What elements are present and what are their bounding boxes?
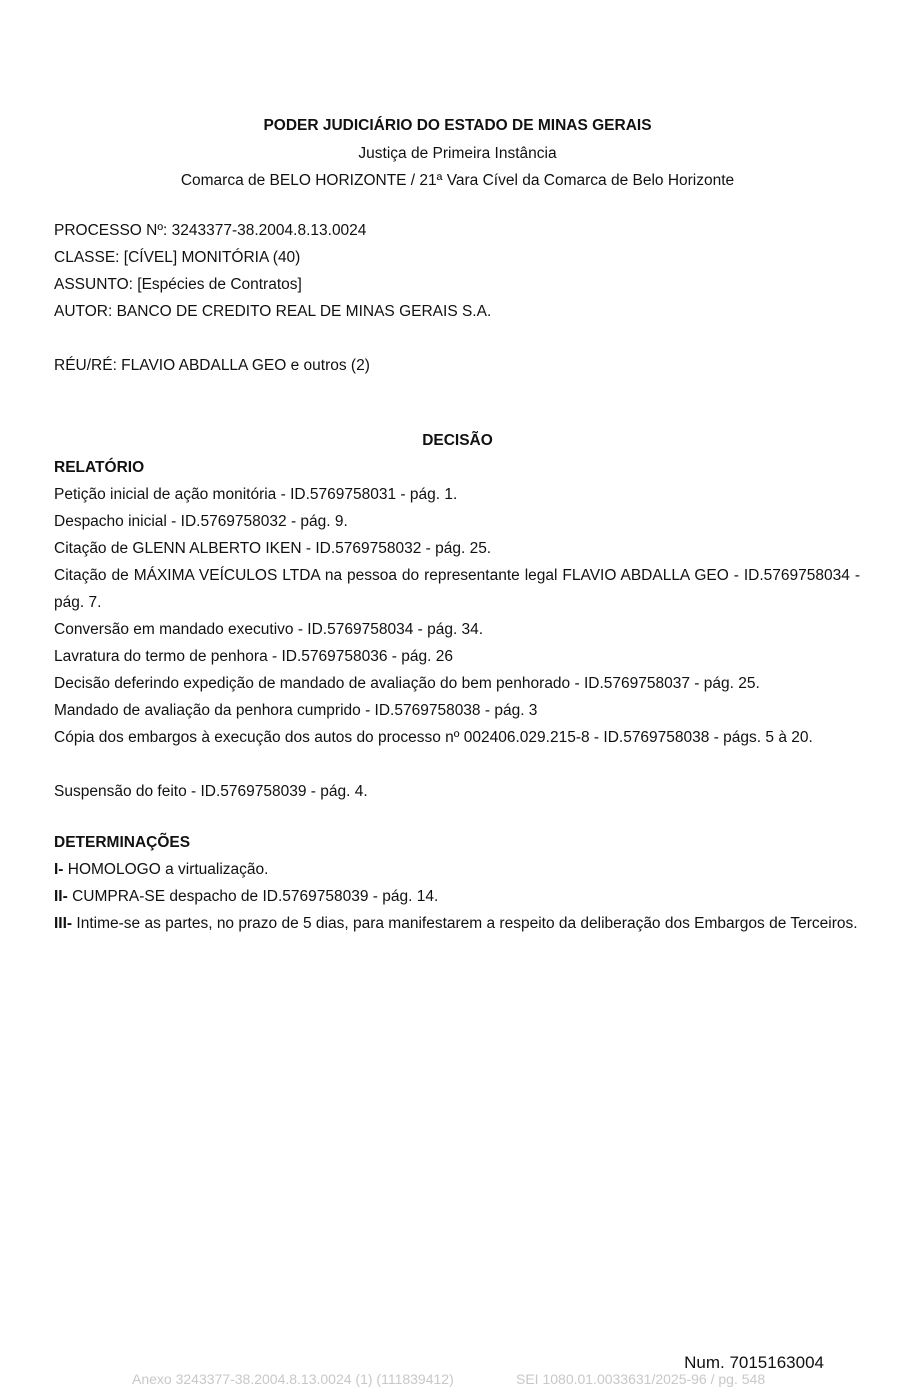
footer-annex: Anexo 3243377-38.2004.8.13.0024 (1) (111839412) — [132, 1371, 454, 1387]
relatorio-item: Suspensão do feito - ID.5769758039 - pág. 4. — [54, 783, 368, 800]
relatorio-item: Mandado de avaliação da penhora cumprido - ID.5769758038 - pág. 3 — [54, 702, 538, 719]
determinacao-item — [54, 888, 860, 906]
relatorio-item: Citação de MÁXIMA VEÍCULOS LTDA na pessoa do representante legal FLAVIO ABDALLA GEO - ID.5769758034 - pág. 7. — [54, 567, 860, 611]
court-title: PODER JUDICIÁRIO DO ESTADO DE MINAS GERAIS — [263, 117, 652, 134]
determinacao-text: HOMOLOGO a virtualização. — [63, 861, 269, 878]
relatorio-item: Conversão em mandado executivo - ID.5769758034 - pág. 34. — [54, 621, 484, 638]
determinacoes-heading: DETERMINAÇÕES — [54, 834, 191, 851]
determinacao-item — [54, 861, 860, 879]
decision-title: DECISÃO — [422, 432, 493, 449]
relatorio-item: Petição inicial de ação monitória - ID.5769758031 - pág. 1. — [54, 486, 458, 503]
determinacao-text: CUMPRA-SE despacho de ID.5769758039 - pág. 14. — [67, 888, 439, 905]
relatorio-item: Citação de GLENN ALBERTO IKEN - ID.5769758032 - pág. 25. — [54, 540, 492, 557]
relatorio-heading: RELATÓRIO — [54, 459, 145, 476]
document-number: Num. 7015163004 — [684, 1353, 824, 1372]
case-processo: PROCESSO Nº: 3243377-38.2004.8.13.0024 — [54, 222, 367, 239]
relatorio-item: Despacho inicial - ID.5769758032 - pág. 9. — [54, 513, 348, 530]
case-reu: RÉU/RÉ: FLAVIO ABDALLA GEO e outros (2) — [54, 357, 370, 374]
case-autor: AUTOR: BANCO DE CREDITO REAL DE MINAS GERAIS S.A. — [54, 303, 492, 320]
case-classe: CLASSE: [CÍVEL] MONITÓRIA (40) — [54, 249, 301, 266]
determinacao-text: Intime-se as partes, no prazo de 5 dias, para manifestarem a respeito da deliberação dos Embargos de Terceiros. — [72, 915, 858, 932]
determinacao-item — [54, 910, 860, 937]
determinacao-label: I- — [54, 861, 64, 878]
footer-sei: SEI 1080.01.0033631/2025-96 / pg. 548 — [516, 1371, 766, 1387]
determinacao-label: II- — [54, 888, 68, 905]
case-assunto: ASSUNTO: [Espécies de Contratos] — [54, 276, 302, 293]
court-instance: Justiça de Primeira Instância — [358, 145, 557, 162]
court-district: Comarca de BELO HORIZONTE / 21ª Vara Cível da Comarca de Belo Horizonte — [180, 172, 735, 189]
relatorio-item: Cópia dos embargos à execução dos autos do processo nº 002406.029.215-8 - ID.5769758038 - págs. 5 à 20. — [54, 729, 813, 746]
determinacao-label: III- — [54, 915, 73, 932]
relatorio-item: Decisão deferindo expedição de mandado de avaliação do bem penhorado - ID.5769758037 - pág. 25. — [54, 675, 760, 692]
relatorio-item: Lavratura do termo de penhora - ID.5769758036 - pág. 26 — [54, 648, 453, 665]
